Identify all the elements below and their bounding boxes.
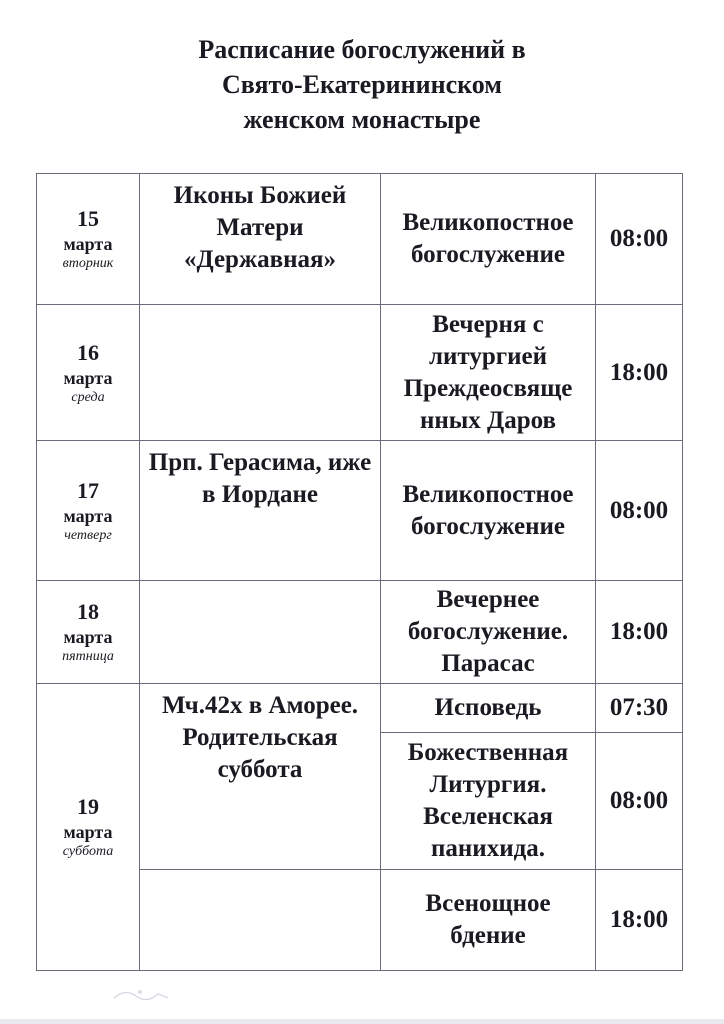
time-cell: 08:00 xyxy=(596,441,683,581)
service-cell: Исповедь xyxy=(381,684,596,733)
day-number: 16 xyxy=(77,339,99,365)
title-line-3: женском монастыре xyxy=(243,105,481,134)
time-cell: 18:00 xyxy=(596,870,683,971)
weekday-label: среда xyxy=(71,389,105,405)
date-cell xyxy=(37,441,140,581)
service-cell: Вечернее богослужение. Парасас xyxy=(381,581,596,684)
day-number: 15 xyxy=(77,206,99,231)
service-cell: Божественная Литургия. Вселенская панихида. xyxy=(381,733,596,870)
weekday-label: четверг xyxy=(64,527,112,543)
month-label: марта xyxy=(63,234,113,254)
feast-cell: Мч.42х в Аморее. Родительская суббота xyxy=(140,684,381,870)
table-row xyxy=(37,684,683,733)
table-row xyxy=(37,581,683,684)
day-number: 18 xyxy=(77,599,99,624)
time-cell: 18:00 xyxy=(596,581,683,684)
weekday-label: вторник xyxy=(62,256,114,271)
time-cell: 18:00 xyxy=(596,305,683,441)
service-cell: Великопостное богослужение xyxy=(381,441,596,581)
feast-cell: Иконы Божией Матери «Державная» xyxy=(140,174,381,305)
faint-stamp-mark xyxy=(110,984,170,1002)
date-cell xyxy=(37,684,140,971)
title-line-2: Свято-Екатерининском xyxy=(222,70,502,99)
date-cell xyxy=(37,581,140,684)
month-label: марта xyxy=(63,627,113,647)
time-cell: 08:00 xyxy=(596,733,683,870)
table-row xyxy=(37,441,683,581)
day-number: 17 xyxy=(77,477,99,503)
month-label: марта xyxy=(63,505,113,526)
table-row xyxy=(37,174,683,305)
feast-cell-empty xyxy=(140,870,381,971)
scan-edge xyxy=(0,1019,724,1024)
service-cell: Всенощное бдение xyxy=(381,870,596,971)
schedule-table xyxy=(36,173,683,971)
service-cell: Великопостное богослужение xyxy=(381,174,596,305)
title-line-1: Расписание богослужений в xyxy=(198,35,526,64)
feast-cell xyxy=(140,305,381,441)
weekday-label: пятница xyxy=(62,649,114,664)
month-label: марта xyxy=(63,822,113,842)
service-cell: Вечерня с литургией Преждеосвяще нных Даров xyxy=(381,305,596,441)
month-label: марта xyxy=(63,367,113,388)
date-cell xyxy=(37,174,140,305)
feast-cell: Прп. Герасима, иже в Иордане xyxy=(140,441,381,581)
table-row xyxy=(37,305,683,441)
day-number: 19 xyxy=(77,794,99,819)
time-cell: 08:00 xyxy=(596,174,683,305)
weekday-label: суббота xyxy=(62,844,114,859)
date-cell xyxy=(37,305,140,441)
feast-cell xyxy=(140,581,381,684)
page-title xyxy=(0,32,724,137)
time-cell: 07:30 xyxy=(596,684,683,733)
